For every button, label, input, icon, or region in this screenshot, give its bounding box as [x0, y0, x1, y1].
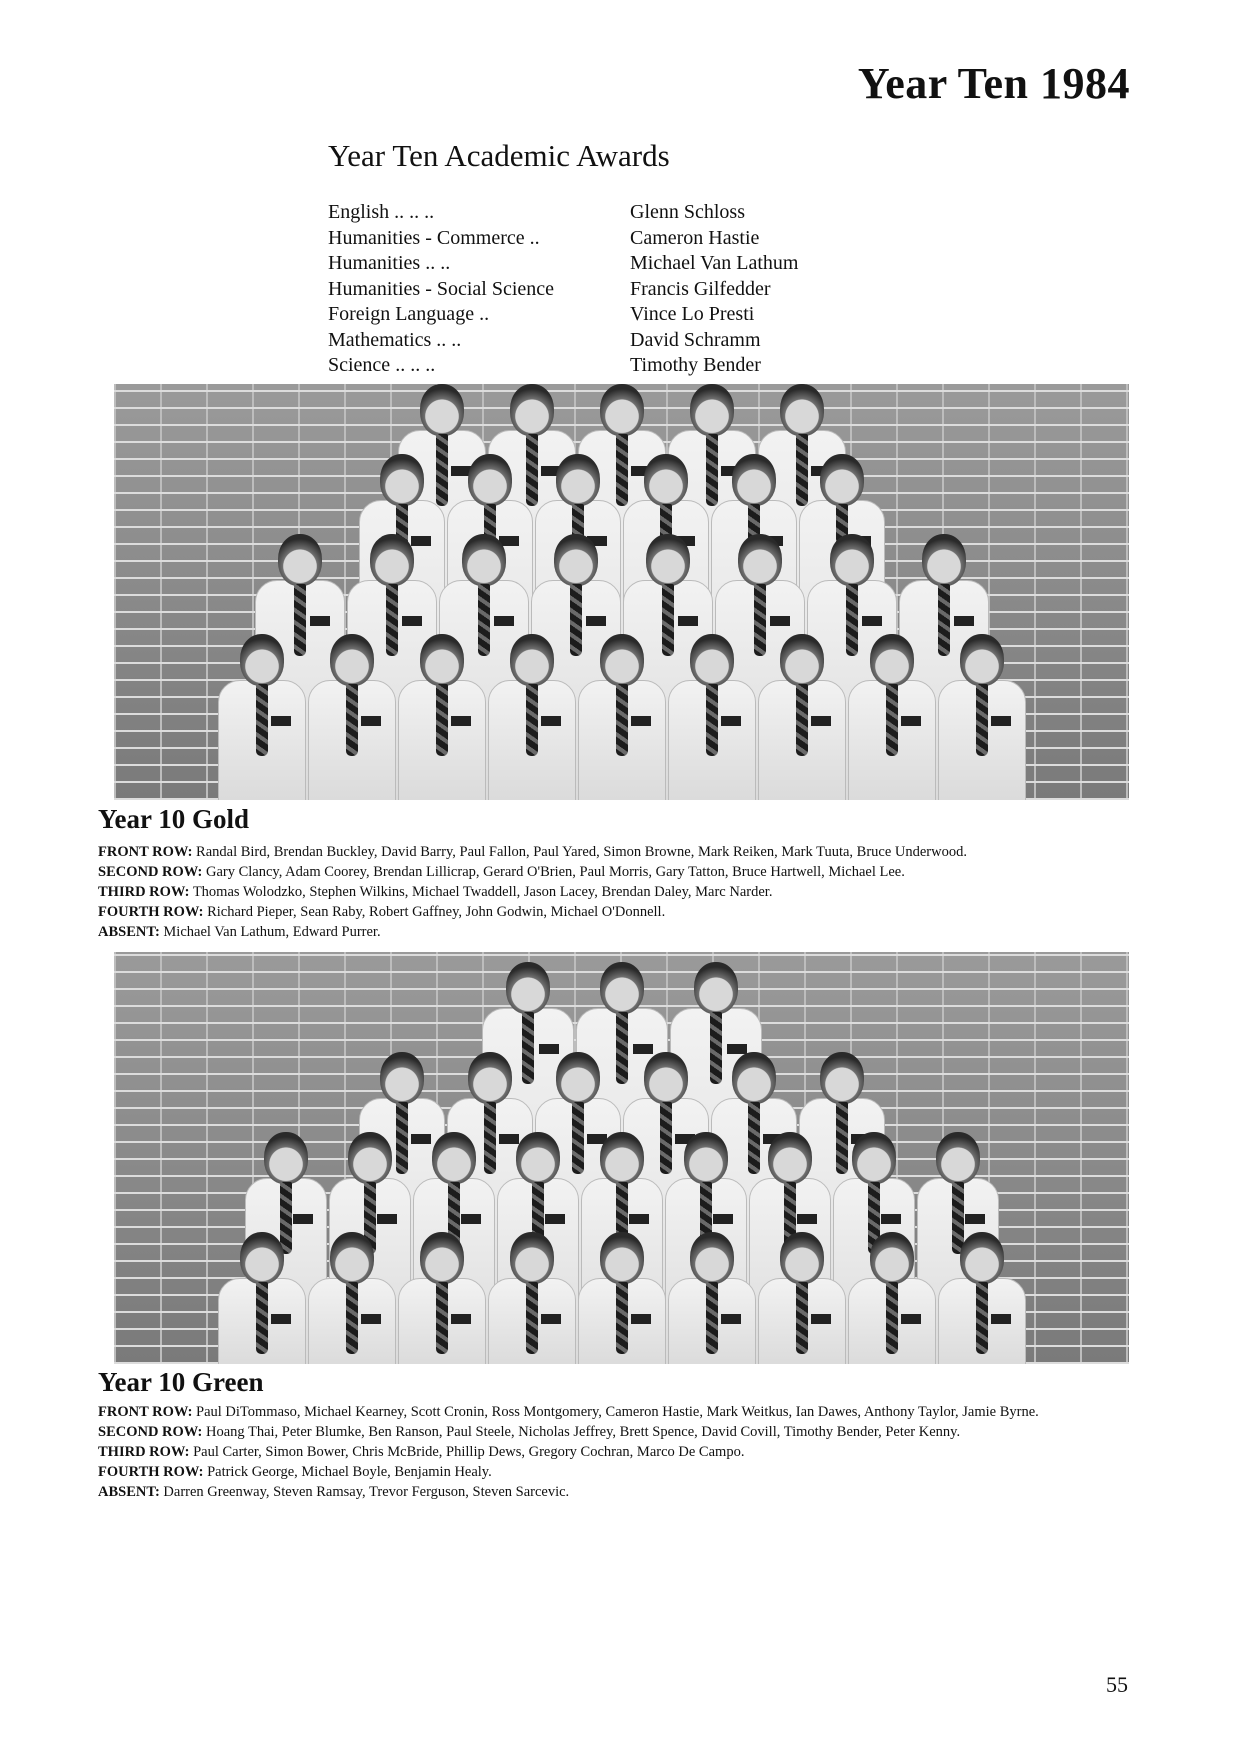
- row-names: Paul DiTommaso, Michael Kearney, Scott Cronin, Ross Montgomery, Cameron Hastie, Mark Weitkus, Ian Dawes, Anthony Taylor, Jamie Byrne.: [192, 1404, 1039, 1420]
- award-row: [328, 251, 798, 277]
- student-figure: [668, 1232, 756, 1364]
- award-subject: Mathematics .. ..: [328, 328, 462, 351]
- student-figure: [758, 634, 846, 800]
- student-figure: [488, 1232, 576, 1364]
- row-label: FRONT ROW:: [98, 1404, 193, 1420]
- student-figure: [308, 1232, 396, 1364]
- row-names: Randal Bird, Brendan Buckley, David Barry, Paul Fallon, Paul Yared, Simon Browne, Mark Reiken, Mark Tuuta, Bruce Underwood.: [192, 844, 967, 860]
- student-figure: [488, 634, 576, 800]
- caption-line: [98, 1422, 1143, 1442]
- group-title: Year 10 Gold: [98, 804, 250, 834]
- caption-line: [98, 1402, 1143, 1422]
- group-caption: [98, 842, 1143, 942]
- row-names: Patrick George, Michael Boyle, Benjamin Healy.: [203, 1464, 492, 1480]
- student-figure: [848, 634, 936, 800]
- caption-line: [98, 842, 1143, 862]
- caption-line: [98, 902, 1143, 922]
- award-winner: Michael Van Lathum: [630, 252, 799, 274]
- award-row: [328, 277, 798, 303]
- caption-line: [98, 862, 1143, 882]
- row-names: Hoang Thai, Peter Blumke, Ben Ranson, Paul Steele, Nicholas Jeffrey, Brett Spence, David Covill, Timothy Bender, Peter Kenny.: [202, 1424, 961, 1440]
- caption-line: [98, 882, 1143, 902]
- page-number: 55: [1106, 1672, 1128, 1697]
- student-figure: [218, 634, 306, 800]
- row-label: FOURTH ROW:: [98, 1464, 204, 1480]
- page-heading: Year Ten 1984: [857, 59, 1130, 108]
- student-figure: [758, 1232, 846, 1364]
- award-row: [328, 353, 798, 379]
- award-winner: Cameron Hastie: [630, 226, 760, 249]
- group-title: Year 10 Green: [98, 1367, 264, 1397]
- caption-line: [98, 922, 1143, 942]
- row-names: Paul Carter, Simon Bower, Chris McBride, Phillip Dews, Gregory Cochran, Marco De Campo.: [189, 1444, 745, 1460]
- row-label: THIRD ROW:: [98, 884, 190, 900]
- caption-line: [98, 1482, 1143, 1502]
- row-names: Thomas Wolodzko, Stephen Wilkins, Michael Twaddell, Jason Lacey, Brendan Daley, Marc Narder.: [189, 884, 773, 900]
- student-figure: [308, 634, 396, 800]
- row-names: Michael Van Lathum, Edward Purrer.: [159, 924, 381, 940]
- row-label: FOURTH ROW:: [98, 904, 204, 920]
- row-label: FRONT ROW:: [98, 844, 193, 860]
- award-row: [328, 302, 798, 328]
- student-figure: [938, 634, 1026, 800]
- row-label: THIRD ROW:: [98, 1444, 190, 1460]
- award-subject: Humanities - Social Science: [328, 277, 555, 300]
- award-subject: Science .. .. ..: [328, 354, 436, 376]
- award-winner: David Schramm: [630, 328, 761, 351]
- award-subject: Humanities .. ..: [328, 252, 451, 274]
- student-figure: [848, 1232, 936, 1364]
- row-label: SECOND ROW:: [98, 864, 203, 880]
- row-names: Gary Clancy, Adam Coorey, Brendan Lillicrap, Gerard O'Brien, Paul Morris, Gary Tatton, Bruce Hartwell, Michael Lee.: [202, 864, 905, 880]
- award-winner: Francis Gilfedder: [630, 277, 771, 300]
- awards-table: [328, 200, 798, 379]
- award-winner: Vince Lo Presti: [630, 303, 755, 325]
- row-label: ABSENT:: [98, 924, 160, 940]
- row-label: ABSENT:: [98, 1484, 160, 1500]
- row-label: SECOND ROW:: [98, 1424, 203, 1440]
- year-10-gold-class-photo: [114, 384, 1129, 800]
- award-winner: Timothy Bender: [630, 354, 761, 376]
- student-figure: [938, 1232, 1026, 1364]
- student-figure: [218, 1232, 306, 1364]
- student-figure: [398, 1232, 486, 1364]
- student-figure: [578, 1232, 666, 1364]
- year-10-green-class-photo: [114, 952, 1129, 1364]
- caption-line: [98, 1462, 1143, 1482]
- award-row: [328, 328, 798, 354]
- caption-line: [98, 1442, 1143, 1462]
- award-row: [328, 200, 798, 226]
- group-caption: [98, 1402, 1143, 1502]
- student-figure: [398, 634, 486, 800]
- awards-title: Year Ten Academic Awards: [328, 138, 670, 173]
- award-winner: Glenn Schloss: [630, 201, 745, 223]
- award-row: [328, 226, 798, 252]
- row-names: Darren Greenway, Steven Ramsay, Trevor Ferguson, Steven Sarcevic.: [159, 1484, 570, 1500]
- award-subject: Humanities - Commerce ..: [328, 226, 540, 249]
- award-subject: English .. .. ..: [328, 201, 435, 223]
- row-names: Richard Pieper, Sean Raby, Robert Gaffney, John Godwin, Michael O'Donnell.: [203, 904, 666, 920]
- student-figure: [578, 634, 666, 800]
- student-figure: [668, 634, 756, 800]
- award-subject: Foreign Language ..: [328, 303, 490, 325]
